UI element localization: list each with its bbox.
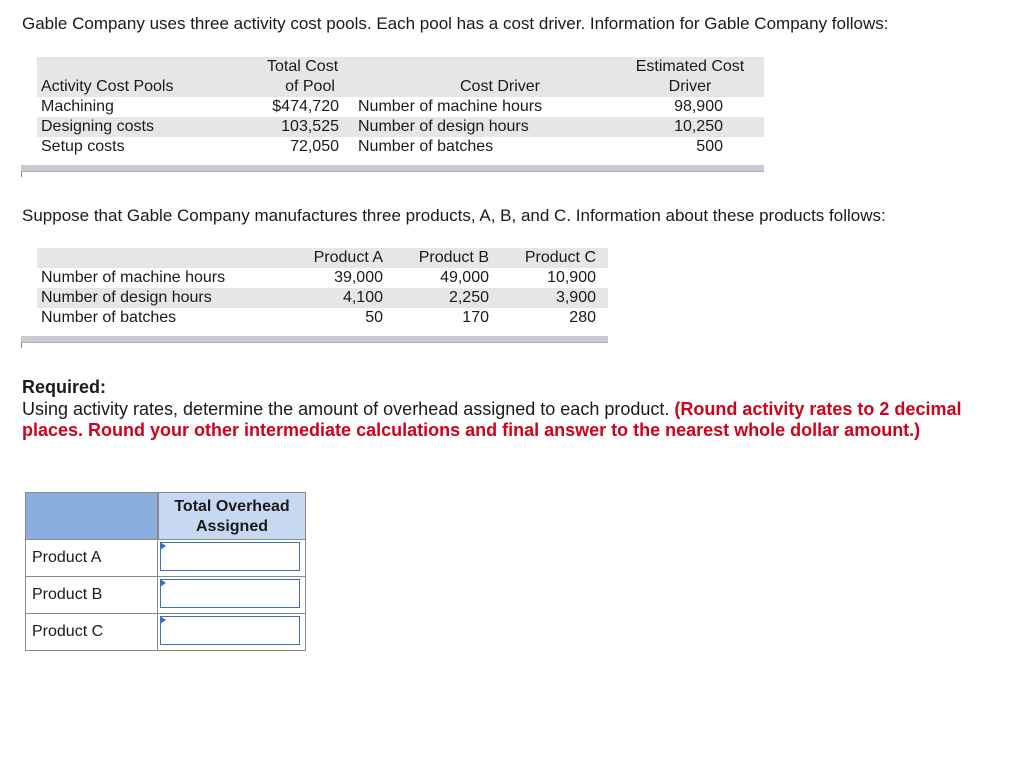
cell-value: 280 <box>569 309 596 326</box>
cell-value: 39,000 <box>334 269 383 286</box>
intro-text-1: Gable Company uses three activity cost pools. Each pool has a cost driver. Information for Gable Company follows: <box>22 14 889 33</box>
footer-tick <box>21 171 22 177</box>
grid-header-blank <box>25 492 158 540</box>
required-instruction: Using activity rates, determine the amount of overhead assigned to each product. <box>22 399 670 419</box>
pool-estimate: 10,250 <box>674 118 723 135</box>
cell-value: 50 <box>365 309 383 326</box>
required-text <box>22 399 962 441</box>
pool-name: Machining <box>41 98 114 115</box>
input-marker-icon <box>160 616 166 624</box>
row-label: Number of machine hours <box>41 269 226 286</box>
row-label-product-a: Product A <box>25 540 158 577</box>
row-label-product-b: Product B <box>25 577 158 614</box>
cell-value: 3,900 <box>555 289 596 306</box>
overhead-input-product-b[interactable] <box>160 579 300 608</box>
grid-header-total-overhead: Total Overhead Assigned <box>158 492 306 540</box>
answer-grid <box>25 492 306 654</box>
header-total-cost-line2: of Pool <box>285 78 335 95</box>
pool-driver: Number of machine hours <box>358 98 543 115</box>
header-estimated-line2: Driver <box>668 78 712 95</box>
overhead-input-product-a[interactable] <box>160 542 300 571</box>
overhead-input-product-c[interactable] <box>160 616 300 645</box>
footer-tick <box>21 342 22 348</box>
header-total-cost-line1: Total Cost <box>267 58 339 75</box>
pool-driver: Number of design hours <box>358 118 529 135</box>
header-activity-cost-pools: Activity Cost Pools <box>41 78 174 95</box>
pool-name: Setup costs <box>41 138 125 155</box>
rounding-note: (Round activity rates to 2 decimal places. Round your other intermediate calculations and final answer to the nearest whole dollar amount.) <box>22 399 962 440</box>
cell-value: 10,900 <box>547 269 596 286</box>
activity-cost-pools-table <box>37 57 764 173</box>
row-label: Number of design hours <box>41 289 212 306</box>
table-footer-rule <box>21 165 764 172</box>
table-footer-rule <box>21 336 608 343</box>
header-cost-driver: Cost Driver <box>460 78 541 95</box>
pool-cost: 72,050 <box>290 138 339 155</box>
pool-name: Designing costs <box>41 118 154 135</box>
cell-value: 4,100 <box>342 289 383 306</box>
header-product-c: Product C <box>524 249 596 266</box>
answer-cell-product-c <box>158 614 306 651</box>
answer-cell-product-a <box>158 540 306 577</box>
answer-cell-product-b <box>158 577 306 614</box>
pool-cost: $474,720 <box>272 98 339 115</box>
cell-value: 49,000 <box>440 269 489 286</box>
intro-text-2: Suppose that Gable Company manufactures three products, A, B, and C. Information about these products follows: <box>22 206 886 225</box>
input-marker-icon <box>160 579 166 587</box>
header-product-a: Product A <box>313 249 383 266</box>
pool-estimate: 500 <box>696 138 723 155</box>
products-table <box>37 248 608 344</box>
pool-driver: Number of batches <box>358 138 494 155</box>
cell-value: 170 <box>462 309 489 326</box>
row-label: Number of batches <box>41 309 177 326</box>
cell-value: 2,250 <box>448 289 489 306</box>
row-label-product-c: Product C <box>25 614 158 651</box>
pool-estimate: 98,900 <box>674 98 723 115</box>
input-marker-icon <box>160 542 166 550</box>
header-product-b: Product B <box>418 249 489 266</box>
pool-cost: 103,525 <box>281 118 339 135</box>
header-estimated-line1: Estimated Cost <box>635 58 745 75</box>
required-heading: Required: <box>22 377 107 397</box>
